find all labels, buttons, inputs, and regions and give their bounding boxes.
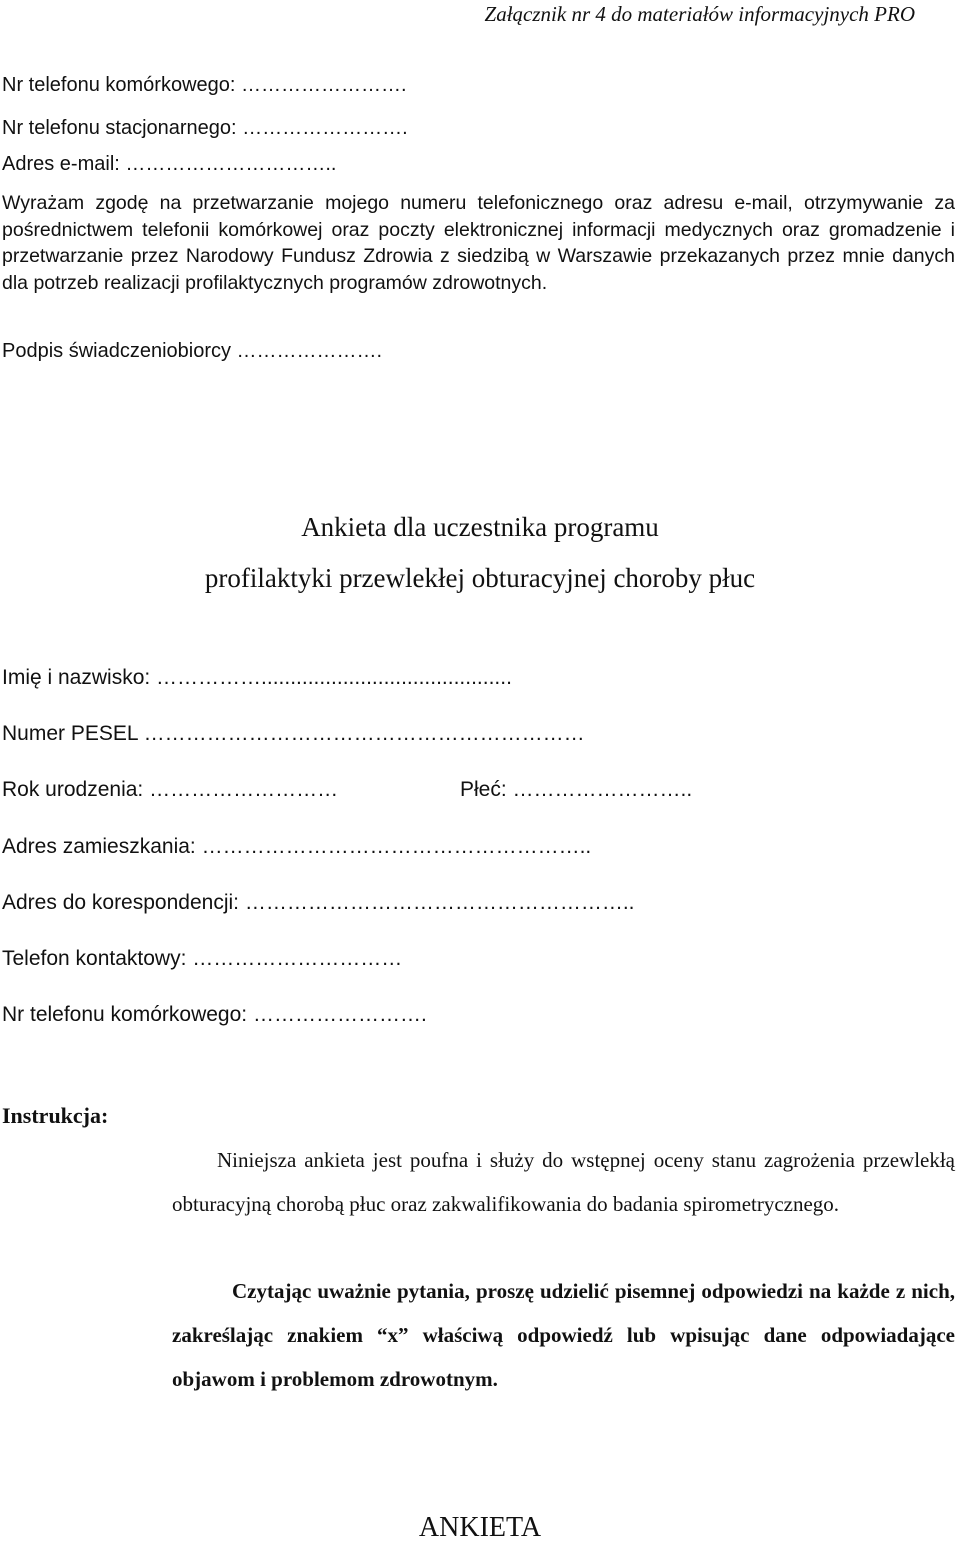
survey-title-line-2: profilaktyki przewlekłej obturacyjnej choroby płuc bbox=[204, 563, 756, 593]
instructions-paragraph-1 bbox=[172, 1138, 955, 1226]
consent-text: Wyrażam zgodę na przetwarzanie mojego numeru telefonicznego oraz adresu e-mail, otrzymywanie za pośrednictwem telefonii komórkowej oraz poczty elektronicznej informacji medycznych oraz gromadzenie i przetwarzanie przez Narodowy Fundusz Zdrowia z siedzibą w Warszawie przekazanych przez mnie danych dla potrzeb realizacji profilaktycznych programów zdrowotnych. bbox=[2, 192, 955, 294]
survey-title-line-1: Ankieta dla uczestnika programu bbox=[301, 512, 659, 542]
field-pesel: Numer PESEL ……………………………………………………… bbox=[2, 722, 585, 745]
field-name: Imię i nazwisko: ……………........................................... bbox=[2, 666, 512, 689]
instructions-paragraph-2-text: Czytając uważnie pytania, proszę udzielić pisemnej odpowiedzi na każde z nich, zakreślając znakiem “x” właściwą odpowiedź lub wpisując dane odpowiadające objawom i problemom zdrowotnym. bbox=[172, 1279, 955, 1391]
attachment-note: Załącznik nr 4 do materiałów informacyjnych PRO bbox=[484, 2, 915, 26]
signature-line: Podpis świadczeniobiorcy …………………. bbox=[2, 340, 383, 362]
contact-email-line: Adres e-mail: ………………………….. bbox=[2, 153, 337, 175]
field-mobile: Nr telefonu komórkowego: ……………………. bbox=[2, 1003, 427, 1026]
contact-mobile-line: Nr telefonu komórkowego: ……………………. bbox=[2, 74, 407, 96]
field-gender: Płeć: …………………….. bbox=[460, 778, 693, 801]
instructions-paragraph-2 bbox=[172, 1269, 955, 1401]
field-birth-year: Rok urodzenia: ……………………… bbox=[2, 778, 339, 801]
instructions-paragraph-1-text: Niniejsza ankieta jest poufna i służy do wstępnej oceny stanu zagrożenia przewlekłą obturacyjną chorobą płuc oraz zakwalifikowania do badania spirometrycznego. bbox=[172, 1148, 955, 1216]
field-correspondence-address: Adres do korespondencji: ……………………………………………….. bbox=[2, 891, 635, 914]
field-address: Adres zamieszkania: ……………………………………………….. bbox=[2, 835, 592, 858]
consent-paragraph bbox=[2, 190, 955, 296]
instructions-label: Instrukcja: bbox=[2, 1103, 109, 1128]
section-title: ANKIETA bbox=[418, 1512, 542, 1543]
contact-landline-line: Nr telefonu stacjonarnego: ……………………. bbox=[2, 117, 408, 139]
field-phone: Telefon kontaktowy: ………………………… bbox=[2, 947, 403, 970]
